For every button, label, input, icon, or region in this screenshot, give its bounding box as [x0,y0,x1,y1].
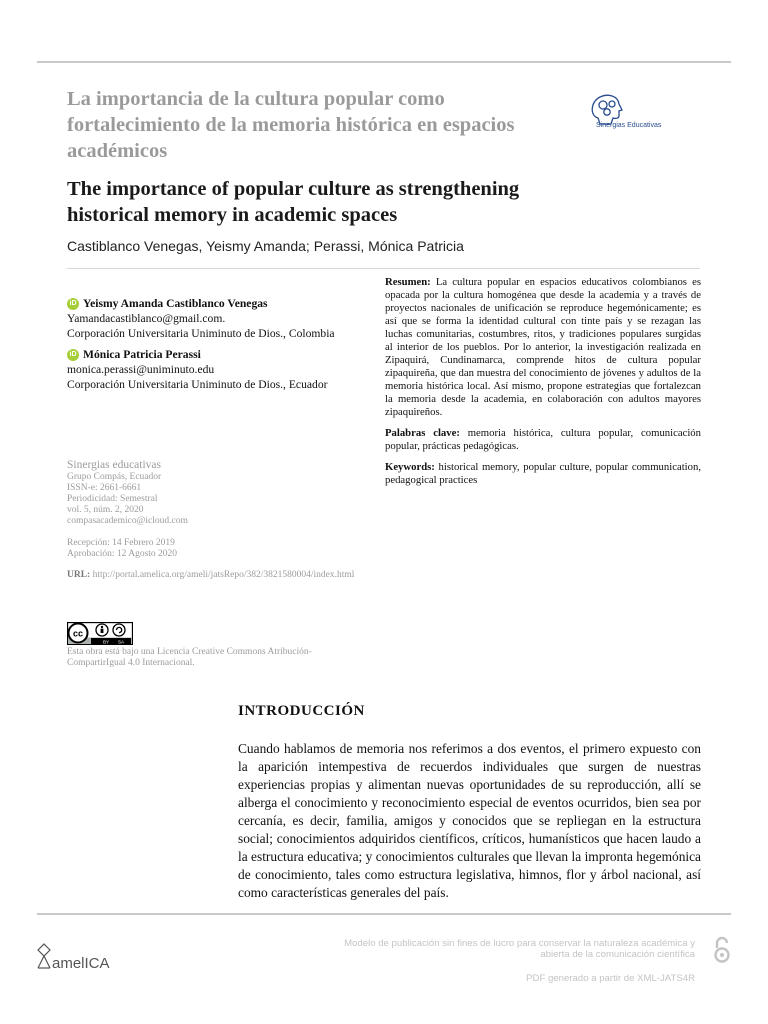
svg-text:SA: SA [118,639,125,645]
keywords-english [385,461,701,487]
orcid-icon[interactable]: iD [67,298,79,310]
svg-text:cc: cc [72,628,84,639]
footer-notice-line2: abierta de la comunicación científica [540,949,695,960]
footer-notice-line1: Modelo de publicación sin fines de lucro para conservar la naturaleza académica y [344,938,695,949]
abstract-text: La cultura popular en espacios educativos colombianos es opacada por la cultura homogénea que desde la academia y a través de proyectos nacionales de unificación se reproduce hegemónicamente; es así que se forma la identidad cultural con tinte país y se rezagan las luchas comunitarias, costumbres, ritos, y tradiciones populares surgidas al interior de los pueblos. Por lo anterior, la investigación realizada en Zipaquirá, Cundinamarca, comprende hitos de cultura popular zipaquireña, que dan muestra del conocimiento de jóvenes y adultos de la memoria histórica local. Así mismo, propone estrategias que fortalezcan la memoria desde la academia, en colaboración con adultos mayores zipaquireños. [385,276,702,418]
author-block [67,347,367,392]
keywords-spanish [385,427,701,453]
journal-name: Sinergias educativas [67,459,161,471]
journal-issn: ISSN-e: 2661-6661 [67,483,142,493]
keywords-en-text: historical memory, popular culture, popular communication, pedagogical practices [385,461,701,486]
svg-text:BY: BY [103,639,110,645]
journal-email[interactable]: compasacademico@icloud.com [67,516,188,526]
top-rule [37,61,731,63]
title-spanish: La importancia de la cultura popular como fortalecimiento de la memoria histórica en espacios académicos [67,88,515,162]
abstract-label: Resumen: [385,276,431,288]
journal-volume: vol. 5, núm. 2, 2020 [67,505,144,515]
abstract-column [385,276,701,495]
license-link[interactable]: Licencia Creative Commons Atribución-CompartirIgual 4.0 Internacional. [67,647,312,668]
author-name [67,296,367,311]
logo-caption: Sinergias Educativas [596,122,662,129]
cc-by-sa-icon[interactable] [67,622,133,645]
url-link[interactable]: http://portal.amelica.org/ameli/jatsRepo/382/3821580004/index.html [92,570,355,580]
author-affiliation: Corporación Universitaria Uniminuto de Dios., Colombia [67,327,335,340]
journal-info [67,459,367,527]
amelica-logo-icon[interactable] [36,938,136,972]
authors-line: Castiblanco Venegas, Yeismy Amanda; Perassi, Mónica Patricia [67,238,464,254]
license-notice [67,647,367,669]
keywords-es-text: memoria histórica, cultura popular, comunicación popular, prácticas pedagógicas. [385,427,701,452]
journal-publisher: Grupo Compás, Ecuador [67,472,162,482]
introduction-heading: INTRODUCCIÓN [238,703,365,719]
author-affiliations [67,296,367,398]
footer-brand: amelICA [52,955,110,972]
journal-periodicity: Periodicidad: Semestral [67,494,158,504]
author-name-text: Yeismy Amanda Castiblanco Venegas [83,297,268,310]
keywords-en-label: Keywords: [385,461,435,473]
introduction-body: Cuando hablamos de memoria nos referimos a dos eventos, el primero expuesto con la aparición intempestiva de recuerdos individuales que surgen de nuestras experiencias propias y alimentan nuevas oportunidades de su reproducción, allí se alberga el conocimiento y reconocimiento especial de eventos ocurridos, bien sea por cercanía, es decir, familia, amigos y conocidos que se repliegan en la estructura social; conocimientos adquiridos científicos, críticos, humanísticos que hacen laudo a la estructura educativa; y conocimientos culturales que llevan la impronta hegemónica de conocimiento, tales como estructura legislativa, himnos, flor y árbol nacional, así como características generales del país. [238,741,701,900]
bottom-rule [37,913,731,915]
author-name-text: Mónica Patricia Perassi [83,348,201,361]
url-label: URL: [67,570,91,580]
title-english: The importance of popular culture as strengthening historical memory in academic spaces [67,178,520,226]
author-email[interactable]: monica.perassi@uniminuto.edu [67,363,215,376]
received-date: Recepción: 14 Febrero 2019 [67,538,175,548]
footer-notice [300,938,695,960]
author-name [67,347,367,362]
open-access-icon [712,936,732,964]
article-dates [67,538,367,560]
article-url [67,570,372,581]
abstract [385,276,701,419]
author-affiliation: Corporación Universitaria Uniminuto de Dios., Ecuador [67,378,328,391]
author-email[interactable]: Yamandacastiblanco@gmail.com. [67,312,226,325]
keywords-es-label: Palabras clave: [385,427,460,439]
author-block [67,296,367,341]
orcid-icon[interactable]: iD [67,349,79,361]
license-prefix: Esta obra está bajo una [67,647,155,657]
section-divider [67,268,700,269]
footer-generated: PDF generado a partir de XML-JATS4R [526,973,695,984]
approved-date: Aprobación: 12 Agosto 2020 [67,549,178,559]
